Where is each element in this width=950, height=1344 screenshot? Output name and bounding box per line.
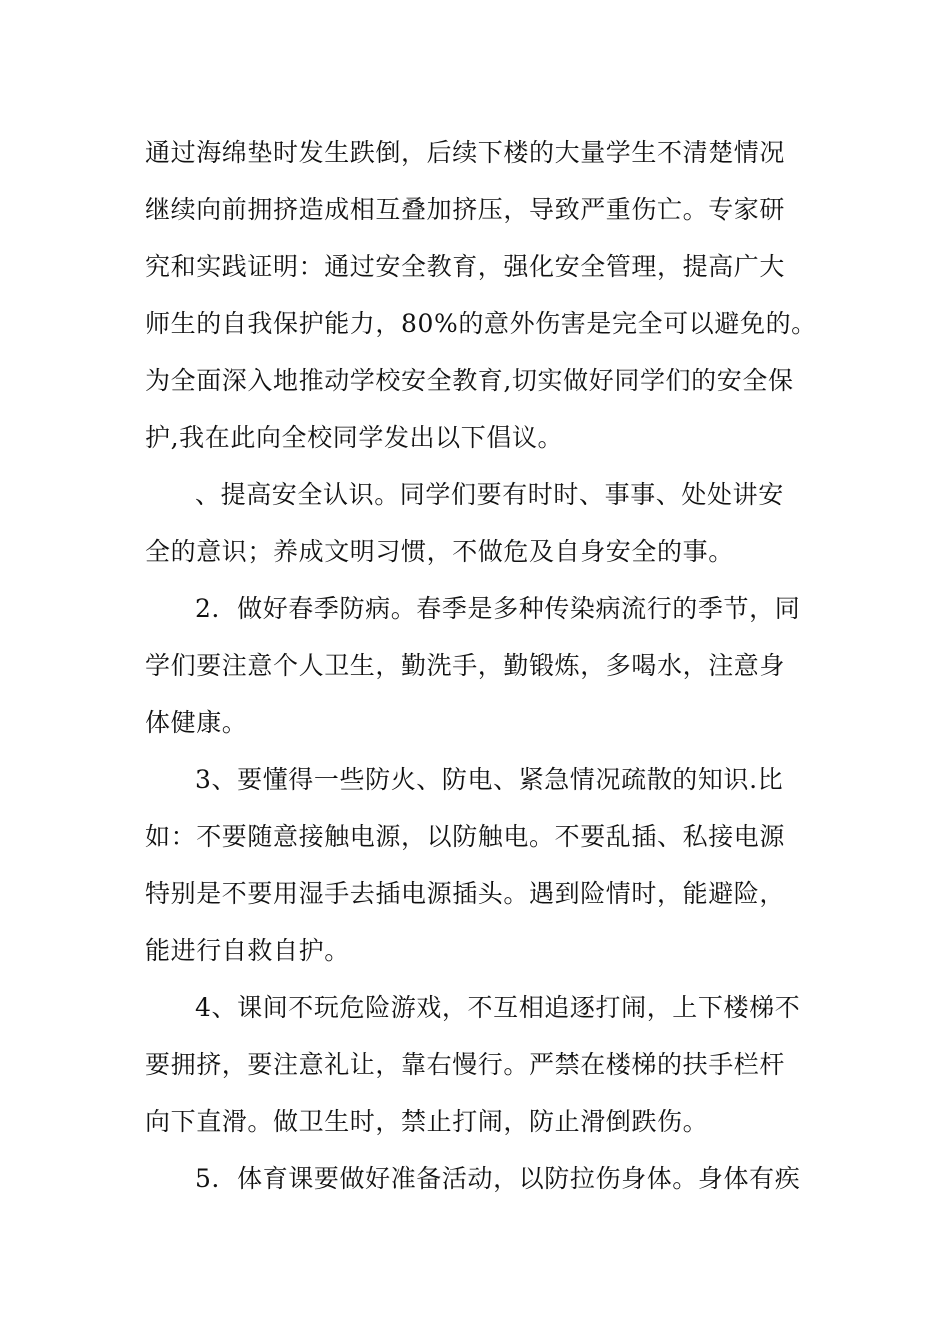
text-line: 为全面深入地推动学校安全教育,切实做好同学们的安全保 [145,366,794,395]
text-line: 要拥挤，要注意礼让，靠右慢行。严禁在楼梯的扶手栏杆 [145,1050,786,1079]
text-line: 4、课间不玩危险游戏，不互相追逐打闹，上下楼梯不 [195,993,801,1022]
text-line: 2．做好春季防病。春季是多种传染病流行的季节，同 [195,594,801,623]
text-line: 通过海绵垫时发生跌倒，后续下楼的大量学生不清楚情况 [145,138,786,167]
text-line: 全的意识；养成文明习惯，不做危及自身安全的事。 [145,537,734,566]
text-line: 护,我在此向全校同学发出以下倡议。 [145,423,564,452]
text-line: 继续向前拥挤造成相互叠加挤压，导致严重伤亡。专家研 [145,195,786,224]
text-line: 5．体育课要做好准备活动，以防拉伤身体。身体有疾 [195,1164,801,1193]
text-line: 究和实践证明：通过安全教育，强化安全管理，提高广大 [145,252,786,281]
text-line: 特别是不要用湿手去插电源插头。遇到险情时，能避险， [145,879,786,908]
text-line: 学们要注意个人卫生，勤洗手，勤锻炼，多喝水，注意身 [145,651,786,680]
text-line: 向下直滑。做卫生时，禁止打闹，防止滑倒跌伤。 [145,1107,709,1136]
text-line: 3、要懂得一些防火、防电、紧急情况疏散的知识.比 [195,765,784,794]
text-line: 、提高安全认识。同学们要有时时、事事、处处讲安 [195,480,784,509]
text-line: 师生的自我保护能力，80%的意外伤害是完全可以避免的。 [145,309,817,338]
text-line: 如：不要随意接触电源，以防触电。不要乱插、私接电源 [145,822,786,851]
text-line: 能进行自救自护。 [145,936,350,965]
text-line: 体健康。 [145,708,248,737]
